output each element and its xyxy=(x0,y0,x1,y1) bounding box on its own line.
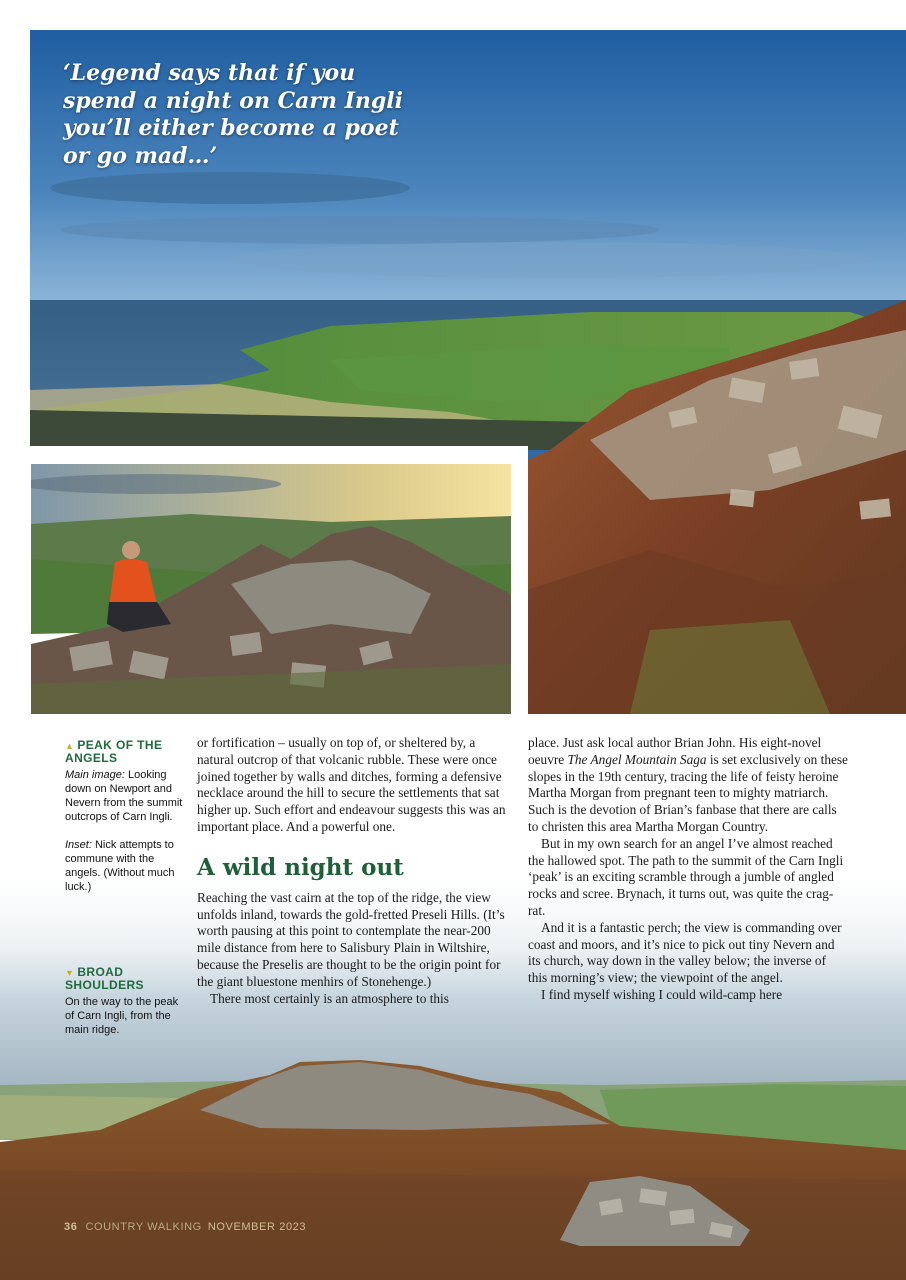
caption-text: Nick attempts to commune with the angels. (Without much luck.) xyxy=(65,839,175,893)
triangle-down-icon: ▼ xyxy=(65,968,75,978)
issue-date: NOVEMBER 2023 xyxy=(207,1221,307,1233)
triangle-up-icon: ▲ xyxy=(65,741,75,751)
caption-label: Inset: xyxy=(65,839,92,851)
section-subhead: A wild night out xyxy=(197,853,404,881)
paragraph: There most certainly is an atmosphere to this xyxy=(210,990,449,1006)
paragraph: I find myself wishing I could wild-camp here xyxy=(541,986,783,1002)
pull-quote: ‘Legend says that if you spend a night on Carn Ingli you’ll either become a poet or go mad…’ xyxy=(63,60,403,169)
paragraph: Reaching the vast cairn at the top of the ridge, the view unfolds inland, towards the gold-fretted Preseli Hills. (It’s worth pausing at this point to contemplate the near-200 mile distance from here to Salisbury Plain in Wiltshire, because the Preselis are thought to be the origin point for the giant bluestone menhirs of Stonehenge.) xyxy=(197,889,505,989)
caption-text: On the way to the peak of Carn Ingli, from the main ridge. xyxy=(65,996,179,1036)
caption-text: Looking down on Newport and Nevern from the summit outcrops of Carn Ingli. xyxy=(65,769,183,823)
book-title: The Angel Mountain Saga xyxy=(567,751,707,767)
paragraph: And it is a fantastic perch; the view is commanding over coast and moors, and it’s nice to pick out tiny Nevern and its church, way down in the valley below; the inverse of this morning’s view; the viewpoint of the angel. xyxy=(528,919,842,986)
caption-broad-shoulders xyxy=(65,966,183,1037)
page-folio xyxy=(64,1221,306,1233)
caption-inset xyxy=(65,838,183,894)
paragraph-text: place. Just ask local author Brian John. His eight-novel oeuvre xyxy=(528,735,822,767)
caption-main-image xyxy=(65,768,183,824)
paragraph: or fortification – usually on top of, or sheltered by, a natural outcrop of that volcanic rubble. These were once joined together by walls and ditches, forming a defensive necklace around the hill to secure the settlements that sat higher up. Such effort and endeavour suggests this was an important place. And a powerful one. xyxy=(197,735,506,834)
caption-label: Main image: xyxy=(65,769,125,781)
paragraph-text: is set exclusively on these slopes in the 19th century, tracing the life of feisty heroine Martha Morgan from pregnant teen to mighty matriarch. Such is the devotion of Brian’s fanbase that there are calls to christen this area Martha Morgan Country. xyxy=(528,751,848,834)
caption-peak-of-the-angels xyxy=(65,739,183,894)
article-column-2 xyxy=(528,735,848,1004)
paragraph xyxy=(528,735,848,836)
paragraph: But in my own search for an angel I’ve almost reached the hallowed spot. The path to the summit of the Carn Ingli ‘peak’ is an exciting scramble through a jumble of angled rocks and scree. Brynach, it turns out, was quite the crag-rat. xyxy=(528,835,844,918)
inset-photo-nick-on-summit xyxy=(31,464,511,714)
page-number: 36 xyxy=(64,1221,78,1233)
caption-heading: PEAK OF THE ANGELS xyxy=(65,738,163,765)
magazine-name: COUNTRY WALKING xyxy=(85,1221,202,1233)
article-column-1 xyxy=(197,735,509,1007)
caption-heading: BROAD SHOULDERS xyxy=(65,965,144,992)
